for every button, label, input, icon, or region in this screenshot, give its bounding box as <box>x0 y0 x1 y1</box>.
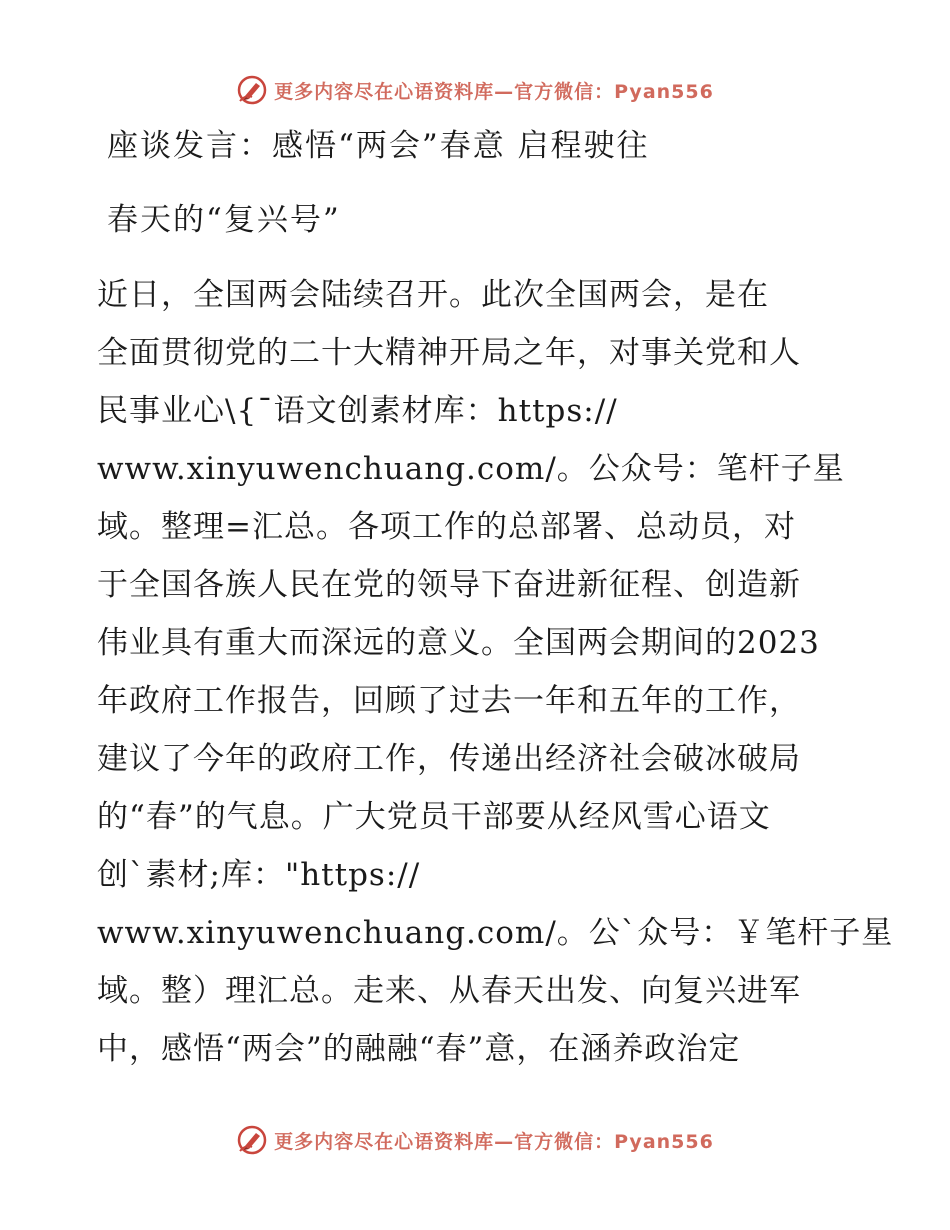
document-title: 座谈发言：感悟“两会”春意 启程驶往 <box>107 128 650 164</box>
body-line: www.xinyuwenchuang.com/。公众号：笔杆子星 <box>97 451 845 487</box>
body-line: 的“春”的气息。广大党员干部要从经风雪心语文 <box>97 799 771 835</box>
body-line: 民事业心\{ˉ语文创素材库：https:// <box>97 393 618 429</box>
header-brand-bar <box>0 70 950 110</box>
brand-text: 更多内容尽在心语资料库—官方微信：Pyan556 <box>274 1130 714 1153</box>
body-line: 中，感悟“两会”的融融“春”意，在涵养政治定 <box>97 1031 741 1067</box>
body-line: 创`素材;库："https:// <box>97 857 421 893</box>
body-line: 建议了今年的政府工作，传递出经济社会破冰破局 <box>97 741 801 777</box>
brand-text: 更多内容尽在心语资料库—官方微信：Pyan556 <box>274 80 714 103</box>
body-line: 伟业具有重大而深远的意义。全国两会期间的2023 <box>97 625 820 661</box>
document-subtitle: 春天的“复兴号” <box>107 202 341 238</box>
body-line: 域。整理=汇总。各项工作的总部署、总动员，对 <box>97 509 796 545</box>
body-line: 近日，全国两会陆续召开。此次全国两会，是在 <box>97 277 769 313</box>
brand-logo-icon <box>236 74 268 106</box>
footer-brand-bar <box>0 1120 950 1160</box>
body-line: 全面贯彻党的二十大精神开局之年，对事关党和人 <box>97 335 801 371</box>
body-line: 于全国各族人民在党的领导下奋进新征程、创造新 <box>97 567 801 603</box>
body-line: 域。整）理汇总。走来、从春天出发、向复兴进军 <box>97 973 801 1009</box>
body-line: www.xinyuwenchuang.com/。公`众号：￥笔杆子星 <box>97 915 894 951</box>
document-body <box>97 273 894 1085</box>
body-line: 年政府工作报告，回顾了过去一年和五年的工作， <box>97 683 801 719</box>
brand-logo-icon <box>236 1124 268 1156</box>
